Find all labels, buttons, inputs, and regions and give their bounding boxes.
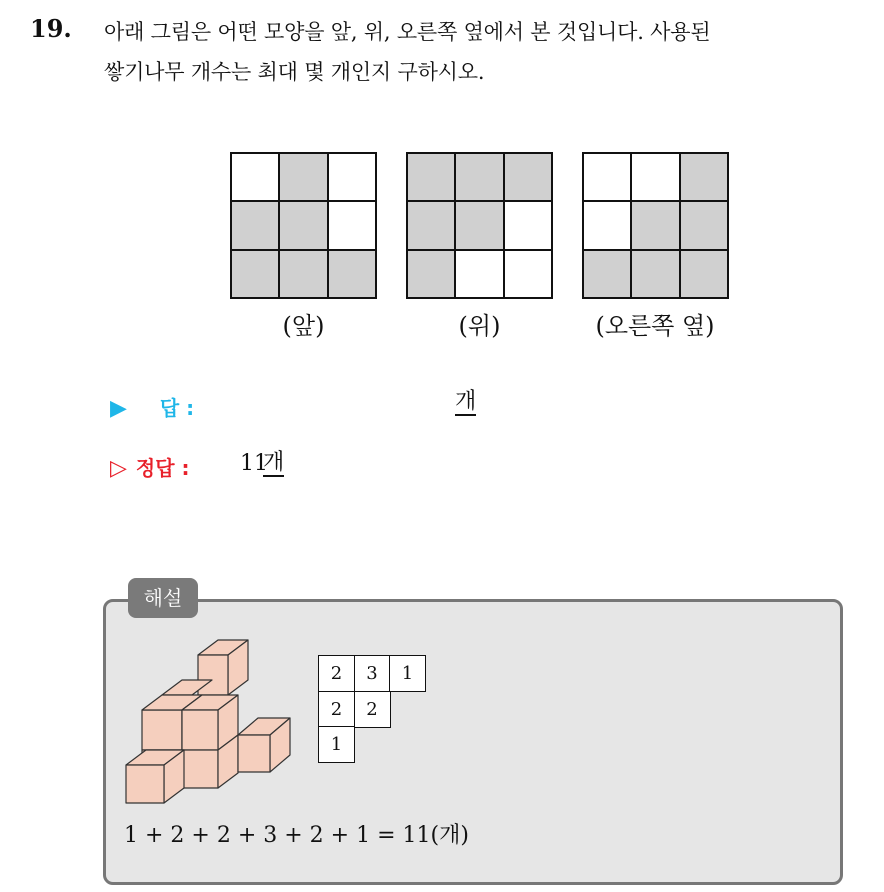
- view-cell: [328, 250, 377, 299]
- answer-unit: 개: [455, 389, 477, 414]
- view-cell: [582, 201, 631, 250]
- explanation-formula: 1 + 2 + 2 + 3 + 2 + 1 = 11(개): [124, 823, 469, 848]
- count-cell: 2: [354, 691, 391, 728]
- view-cell: [582, 152, 631, 201]
- correct-marker-icon: ▷: [110, 456, 127, 481]
- grid-line: [406, 200, 553, 202]
- view-cell: [504, 152, 553, 201]
- view-cell: [680, 201, 729, 250]
- count-cell: 2: [318, 655, 355, 692]
- right-side-view-grid: [582, 152, 729, 299]
- explanation-tag: 해설: [128, 578, 198, 618]
- view-cell: [279, 250, 328, 299]
- view-cell: [230, 152, 279, 201]
- top-view-grid: [406, 152, 553, 299]
- grid-line: [503, 152, 505, 299]
- grid-line: [230, 200, 377, 202]
- view-cell: [631, 250, 680, 299]
- grid-line: [406, 249, 553, 251]
- count-cell: 2: [318, 691, 355, 728]
- view-cell: [631, 152, 680, 201]
- count-cell: 1: [318, 726, 355, 763]
- view-cell: [406, 201, 455, 250]
- grid-line: [679, 152, 681, 299]
- grid-line: [278, 152, 280, 299]
- view-cell: [328, 201, 377, 250]
- view-cell: [279, 201, 328, 250]
- view-cell: [230, 250, 279, 299]
- grid-line: [230, 249, 377, 251]
- view-cell: [279, 152, 328, 201]
- correct-answer-value: 11: [240, 451, 268, 476]
- view-cell: [406, 152, 455, 201]
- grid-line: [454, 152, 456, 299]
- answer-row: [110, 392, 194, 421]
- question-number: 19.: [30, 14, 72, 43]
- front-view-label: (앞): [282, 312, 325, 340]
- view-cell: [455, 152, 504, 201]
- grid-line: [582, 249, 729, 251]
- grid-line: [582, 200, 729, 202]
- correct-answer-row: [110, 452, 190, 481]
- answer-label: 답 :: [159, 396, 195, 420]
- correct-answer-unit: 개: [263, 450, 285, 475]
- view-cell: [455, 250, 504, 299]
- view-cell: [455, 201, 504, 250]
- count-cell: 1: [389, 655, 426, 692]
- view-cell: [406, 250, 455, 299]
- view-cell: [631, 201, 680, 250]
- view-cell: [582, 250, 631, 299]
- view-cell: [504, 250, 553, 299]
- correct-label: 정답 :: [135, 456, 190, 480]
- view-cell: [504, 201, 553, 250]
- question-text-line-2: 쌓기나무 개수는 최대 몇 개인지 구하시오.: [104, 60, 485, 84]
- right-side-view-label: (오른쪽 옆): [595, 312, 715, 340]
- answer-marker-icon: ▶: [110, 396, 127, 421]
- count-cell: 3: [354, 655, 391, 692]
- grid-line: [327, 152, 329, 299]
- question-text-line-1: 아래 그림은 어떤 모양을 앞, 위, 오른쪽 옆에서 본 것입니다. 사용된: [104, 20, 711, 44]
- stacked-blocks-illustration: [120, 635, 300, 810]
- view-cell: [230, 201, 279, 250]
- grid-line: [630, 152, 632, 299]
- top-view-label: (위): [458, 312, 501, 340]
- view-cell: [680, 152, 729, 201]
- view-cell: [328, 152, 377, 201]
- view-cell: [680, 250, 729, 299]
- front-view-grid: [230, 152, 377, 299]
